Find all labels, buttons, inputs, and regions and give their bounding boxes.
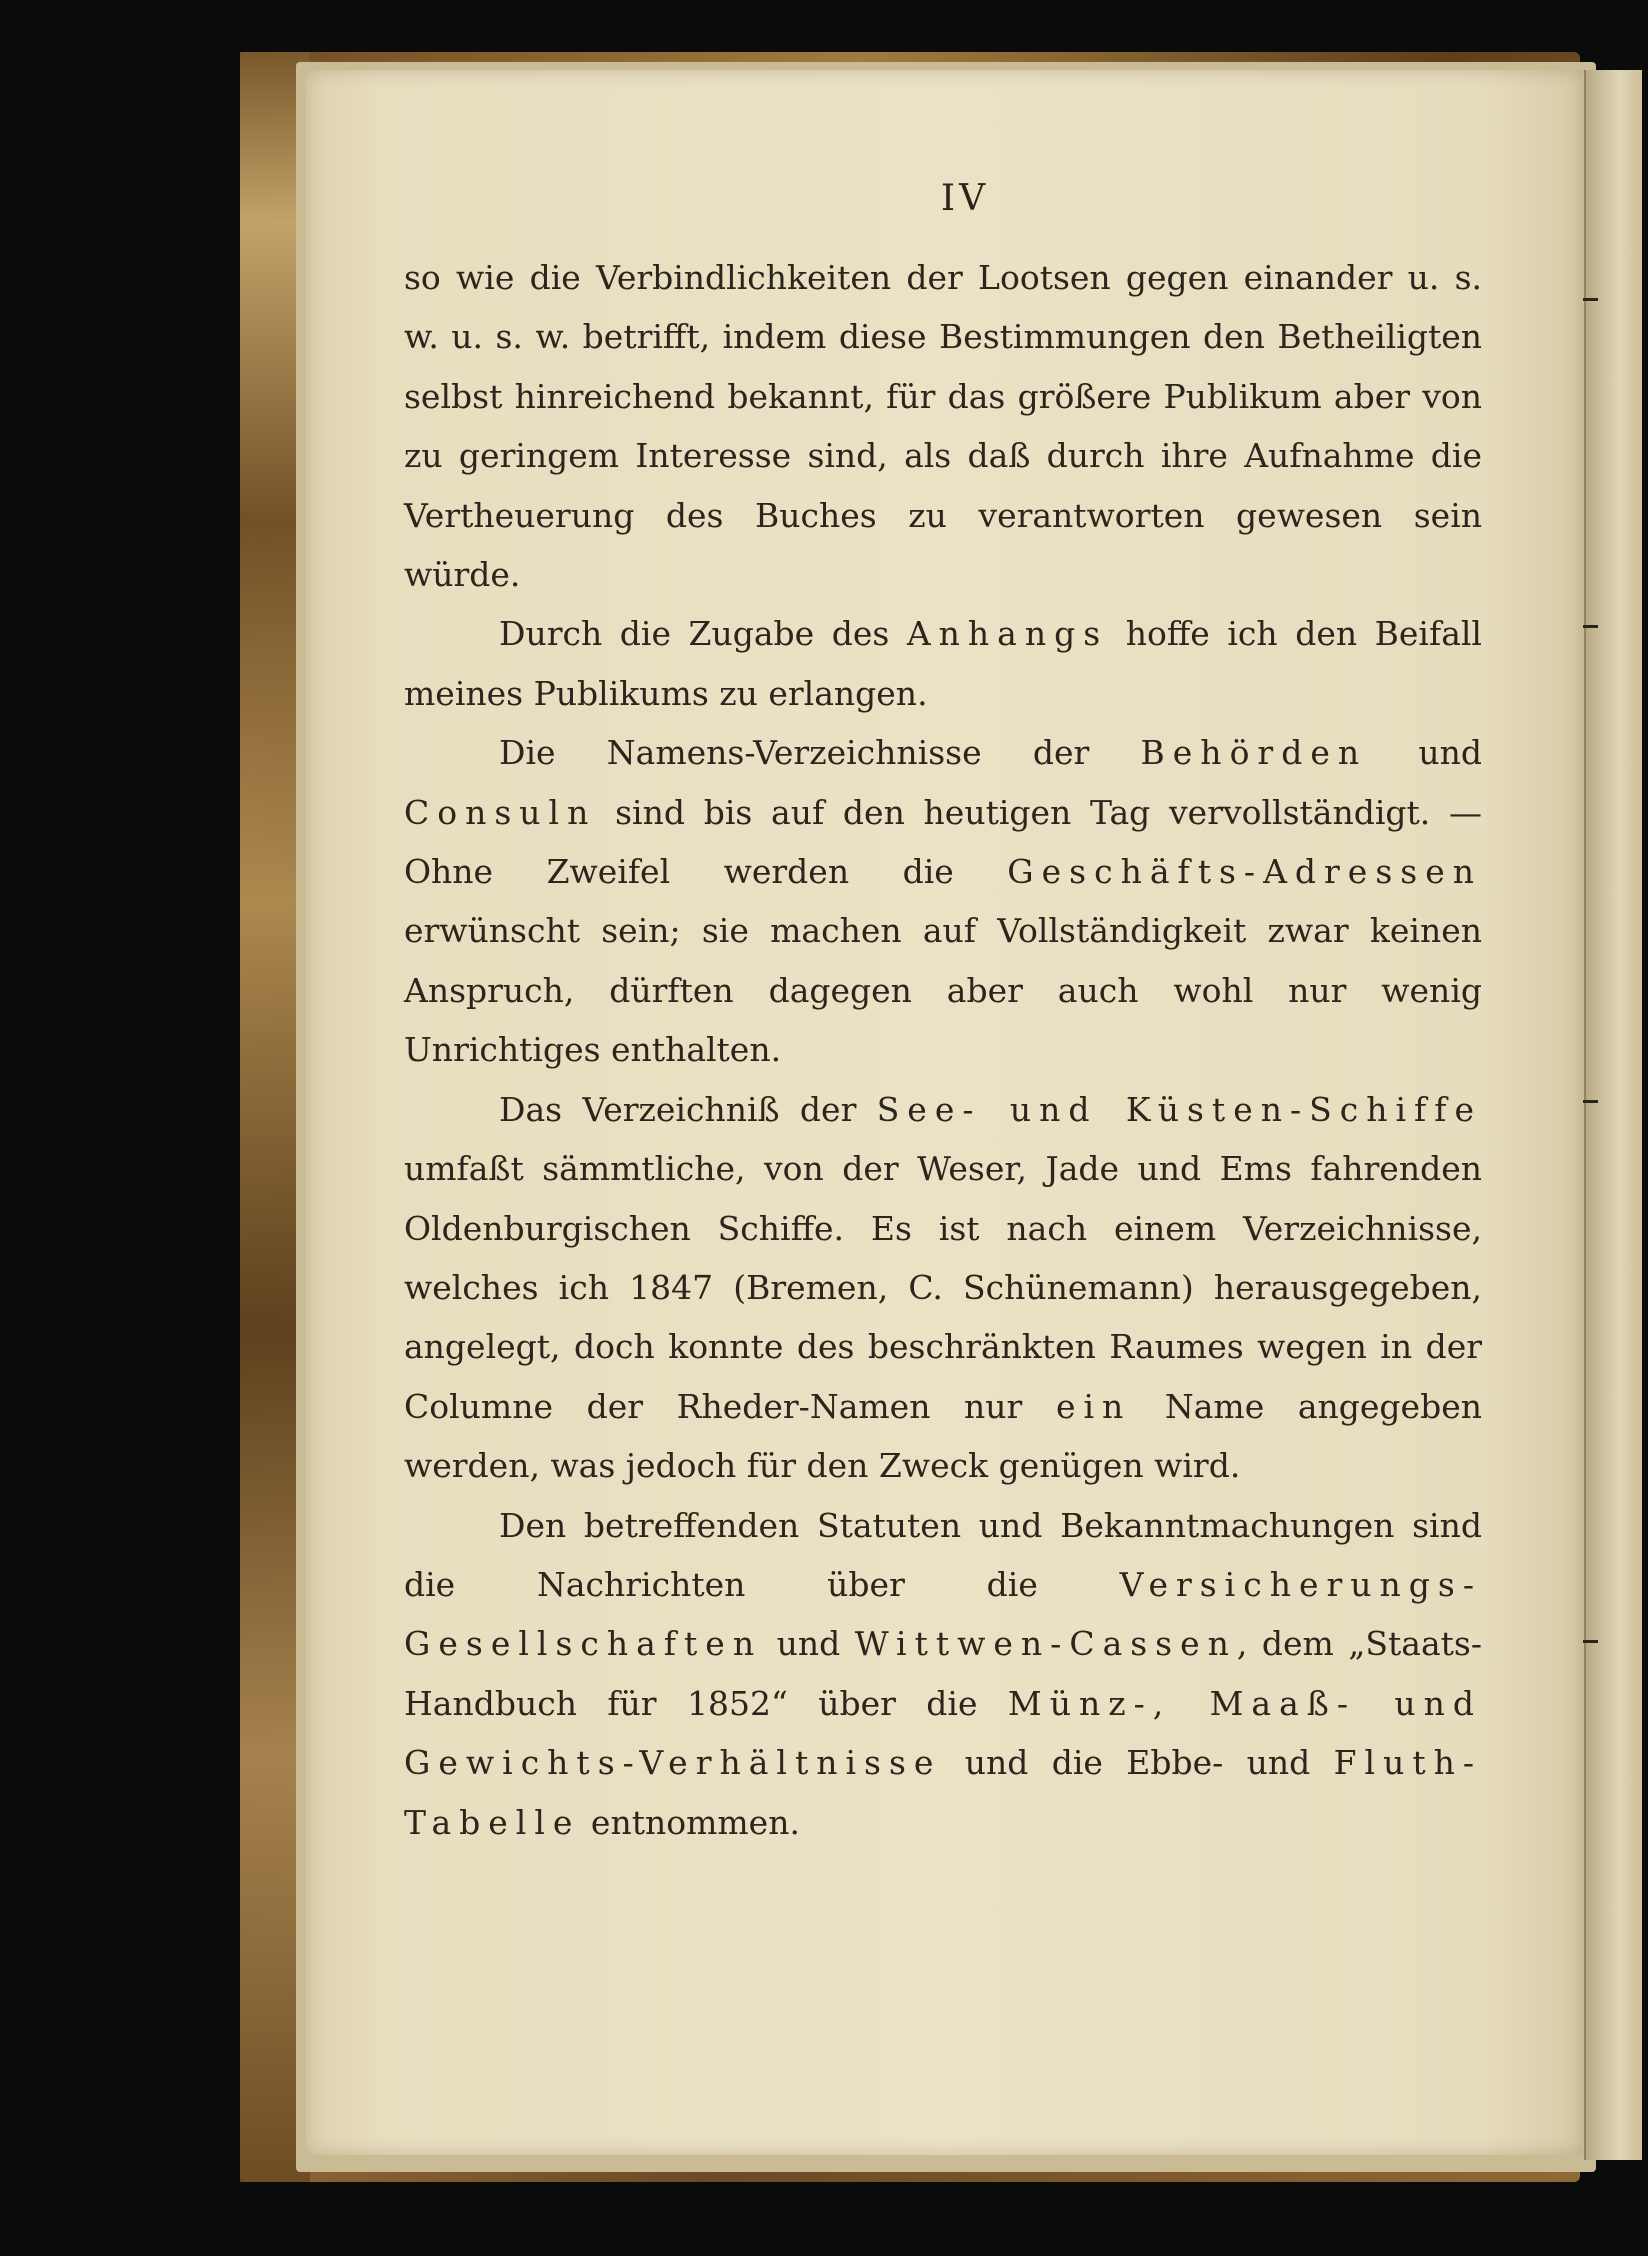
- paragraph: [404, 723, 1482, 1079]
- body-text: [404, 248, 1482, 1852]
- text-run: , dem „Staats-Handbuch für 1852“ über die: [404, 1624, 1482, 1723]
- text-run: Name angegeben werden, was jedoch für den Zweck genügen wird.: [404, 1386, 1482, 1486]
- page-number: IV: [940, 178, 990, 219]
- text-run: sind bis auf den heutigen Tag vervollständigt. — Ohne Zweifel werden die: [404, 792, 1482, 892]
- text-run: Den betreffenden Statuten und Bekanntmachungen sind die Nachrichten über die: [404, 1505, 1482, 1604]
- text-run: hoffe ich den Beifall meines Publikums zu erlangen.: [404, 614, 1482, 713]
- emphasized-text: Consuln: [404, 792, 597, 832]
- text-run: so wie die Verbindlichkeiten der Lootsen gegen einander u. s. w. u. s. w. betrifft, indem diese Bestimmungen den Betheiligten selbst hinreichend bekannt, für das größere Publikum aber von zu geringem Interesse sind, als daß durch ihre Aufnahme die Vertheuerung des Buches zu verantworten gewesen sein würde.: [404, 258, 1482, 595]
- text-run: Die Namens-Verzeichnisse der: [499, 733, 1141, 773]
- paragraph: [404, 604, 1482, 723]
- emphasized-text: Anhangs: [906, 614, 1109, 654]
- emphasized-text: Behörden: [1140, 733, 1368, 773]
- emphasized-text: Fluth-Tabelle: [404, 1743, 1482, 1842]
- emphasized-text: Versicherungs-Gesellschaften: [404, 1564, 1482, 1664]
- emphasized-text: See- und Küsten-Schiffe: [876, 1089, 1482, 1129]
- text-run: Durch die Zugabe des: [499, 614, 907, 654]
- text-run: und: [1367, 733, 1482, 773]
- text-run: erwünscht sein; sie machen auf Vollständigkeit zwar keinen Anspruch, dürften dagegen aber auch wohl nur wenig Unrichtiges enthalten.: [404, 911, 1482, 1070]
- paragraph: [404, 1496, 1482, 1852]
- facing-page-edge: [1584, 70, 1642, 2160]
- emphasized-text: Geschäfts-Adressen: [1007, 852, 1482, 892]
- text-run: umfaßt sämmtliche, von der Weser, Jade und Ems fahrenden Oldenburgischen Schiffe. Es ist nach einem Verzeichnisse, welches ich 1847 (Bremen, C. Schünemann) herausgegeben, angelegt, doch konnte des beschränkten Raumes wegen in der Columne der Rheder-Namen nur: [404, 1149, 1482, 1426]
- text-run: und die Ebbe- und: [941, 1743, 1334, 1783]
- text-run: entnommen.: [580, 1802, 800, 1842]
- paragraph: [404, 248, 1482, 604]
- paragraph: [404, 1080, 1482, 1496]
- text-run: Das Verzeichniß der: [499, 1089, 877, 1129]
- emphasized-text: ein: [1055, 1386, 1132, 1426]
- emphasized-text: Wittwen-Cassen: [854, 1624, 1237, 1664]
- text-run: und: [762, 1624, 855, 1664]
- emphasized-text: Münz-, Maaß- und Gewichts-Verhältnisse: [404, 1683, 1482, 1783]
